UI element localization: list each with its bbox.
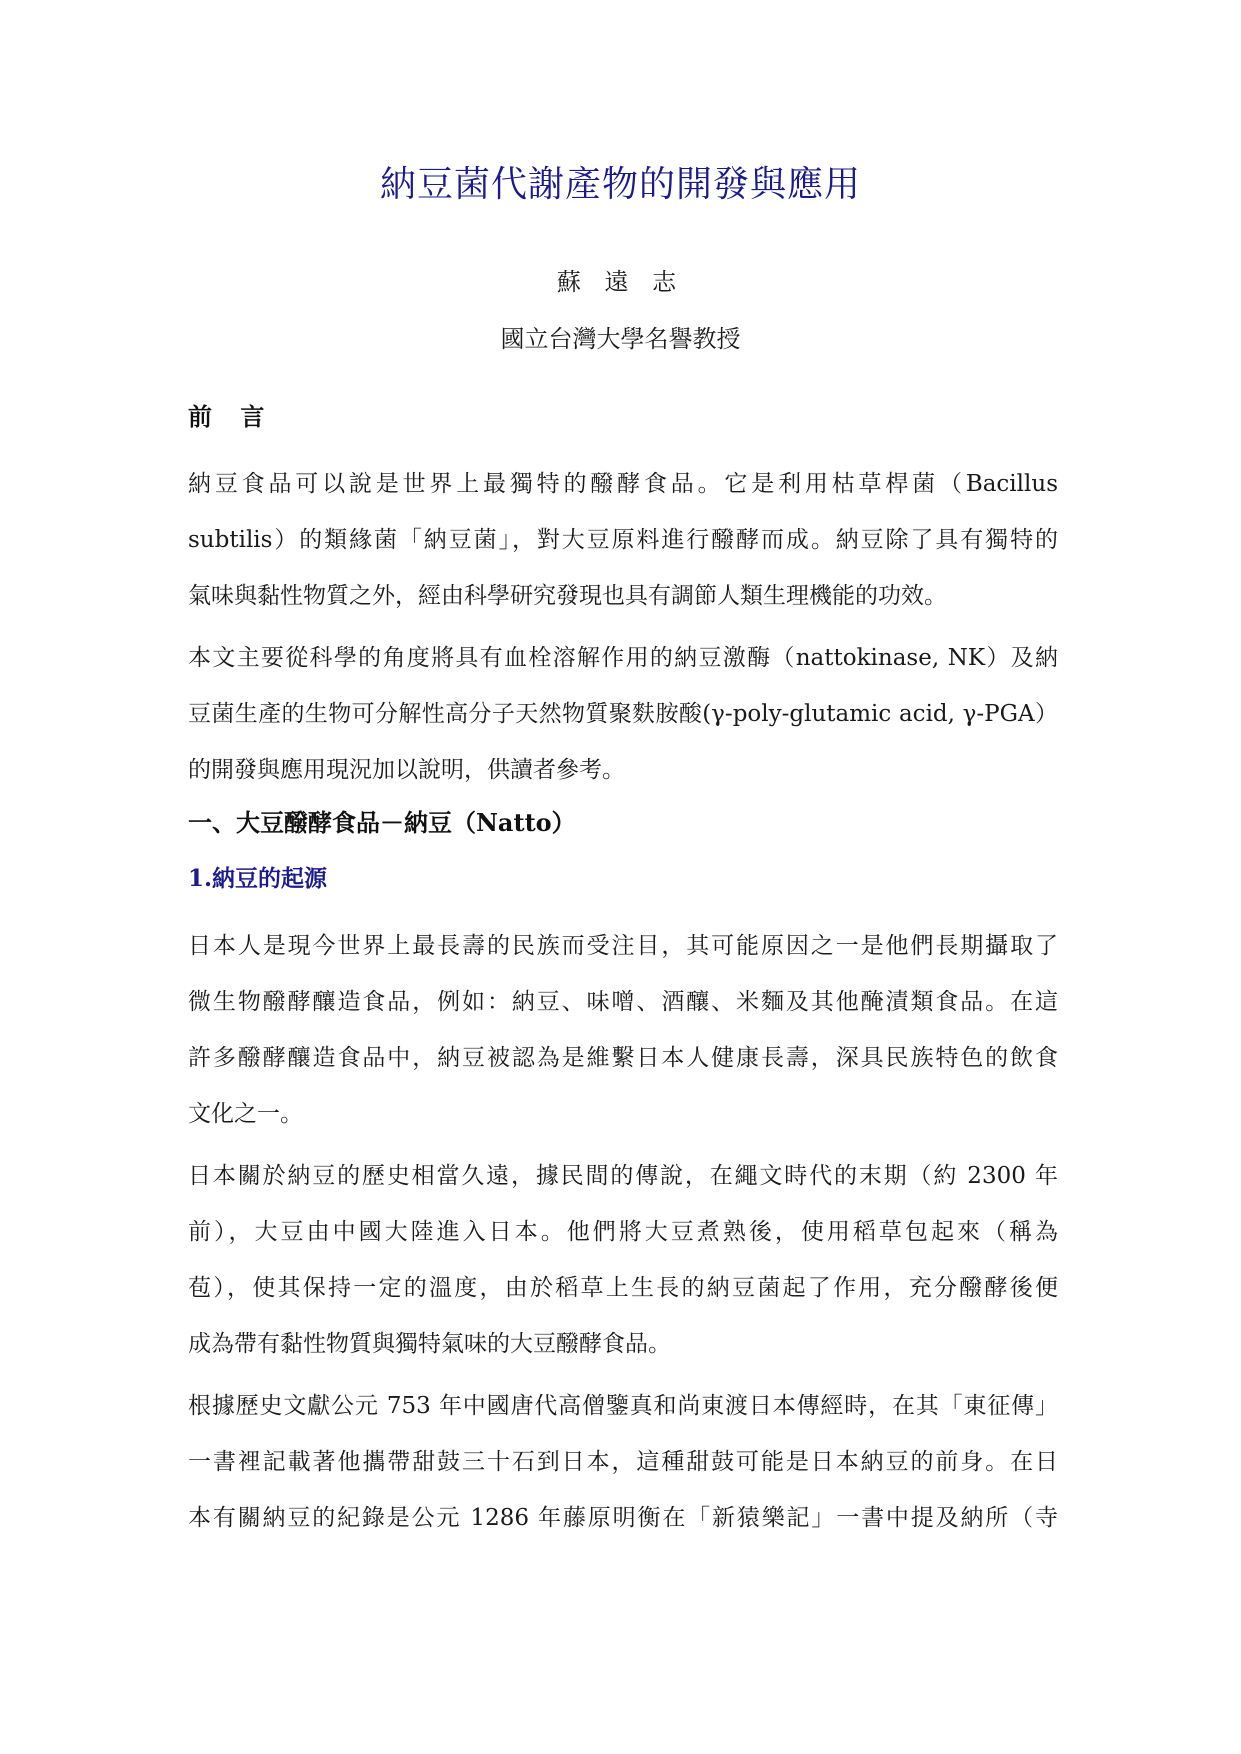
author-name: 蘇 遠 志	[556, 268, 685, 296]
text-line: 成為帶有黏性物質與獨特氣味的大豆醱酵食品。	[188, 1331, 671, 1357]
text-line: 納豆食品可以說是世界上最獨特的醱酵食品。它是利用枯草桿菌（Bacillus	[188, 471, 1058, 497]
text-line: subtilis）的類緣菌「納豆菌」，對大豆原料進行醱酵而成。納豆除了具有獨特的	[188, 527, 1058, 553]
origin-paragraph-3	[188, 1378, 1058, 1546]
preface-paragraph-1	[188, 456, 1058, 624]
preface-heading: 前 言	[188, 402, 275, 431]
text-line: 文化之一。	[188, 1101, 303, 1127]
origin-paragraph-1	[188, 918, 1058, 1142]
text-line: 日本人是現今世界上最長壽的民族而受注目，其可能原因之一是他們長期攝取了	[188, 933, 1058, 959]
text-line: 氣味與黏性物質之外，經由科學研究發現也具有調節人類生理機能的功效。	[188, 583, 947, 609]
text-line: 前），大豆由中國大陸進入日本。他們將大豆煮熟後，使用稻草包起來（稱為	[188, 1219, 1058, 1245]
origin-paragraph-2	[188, 1148, 1058, 1372]
text-line: 許多醱酵釀造食品中，納豆被認為是維繫日本人健康長壽，深具民族特色的飲食	[188, 1045, 1058, 1071]
author-affiliation: 國立台灣大學名譽教授	[500, 325, 741, 353]
text-line: 的開發與應用現況加以說明，供讀者參考。	[188, 757, 625, 783]
section-1-1-heading: 1.納豆的起源	[188, 865, 328, 892]
document-title: 納豆菌代謝產物的開發與應用	[379, 164, 861, 205]
text-line: 本有關納豆的紀錄是公元 1286 年藤原明衡在「新猿樂記」一書中提及納所（寺	[188, 1505, 1058, 1531]
text-line: 日本關於納豆的歷史相當久遠，據民間的傳說，在繩文時代的末期（約 2300 年	[188, 1163, 1058, 1189]
text-line: 微生物醱酵釀造食品，例如：納豆、味噌、酒釀、米麵及其他醃漬類食品。在這	[188, 989, 1058, 1015]
text-line: 一書裡記載著他攜帶甜鼓三十石到日本，這種甜鼓可能是日本納豆的前身。在日	[188, 1449, 1058, 1475]
text-line: 豆菌生產的生物可分解性高分子天然物質聚麩胺酸(γ-poly-glutamic acid, γ-PGA）	[188, 701, 1058, 727]
text-line: 苞），使其保持一定的溫度，由於稻草上生長的納豆菌起了作用，充分醱酵後便	[188, 1275, 1058, 1301]
text-line: 本文主要從科學的角度將具有血栓溶解作用的納豆激酶（nattokinase, NK）及納	[188, 645, 1058, 671]
section-1-heading: 一、大豆醱酵食品－納豆（Natto）	[188, 808, 576, 837]
document-body	[188, 400, 1058, 1552]
text-line: 根據歷史文獻公元 753 年中國唐代高僧鑒真和尚東渡日本傳經時，在其「東征傳」	[188, 1393, 1058, 1419]
preface-paragraph-2	[188, 630, 1058, 798]
